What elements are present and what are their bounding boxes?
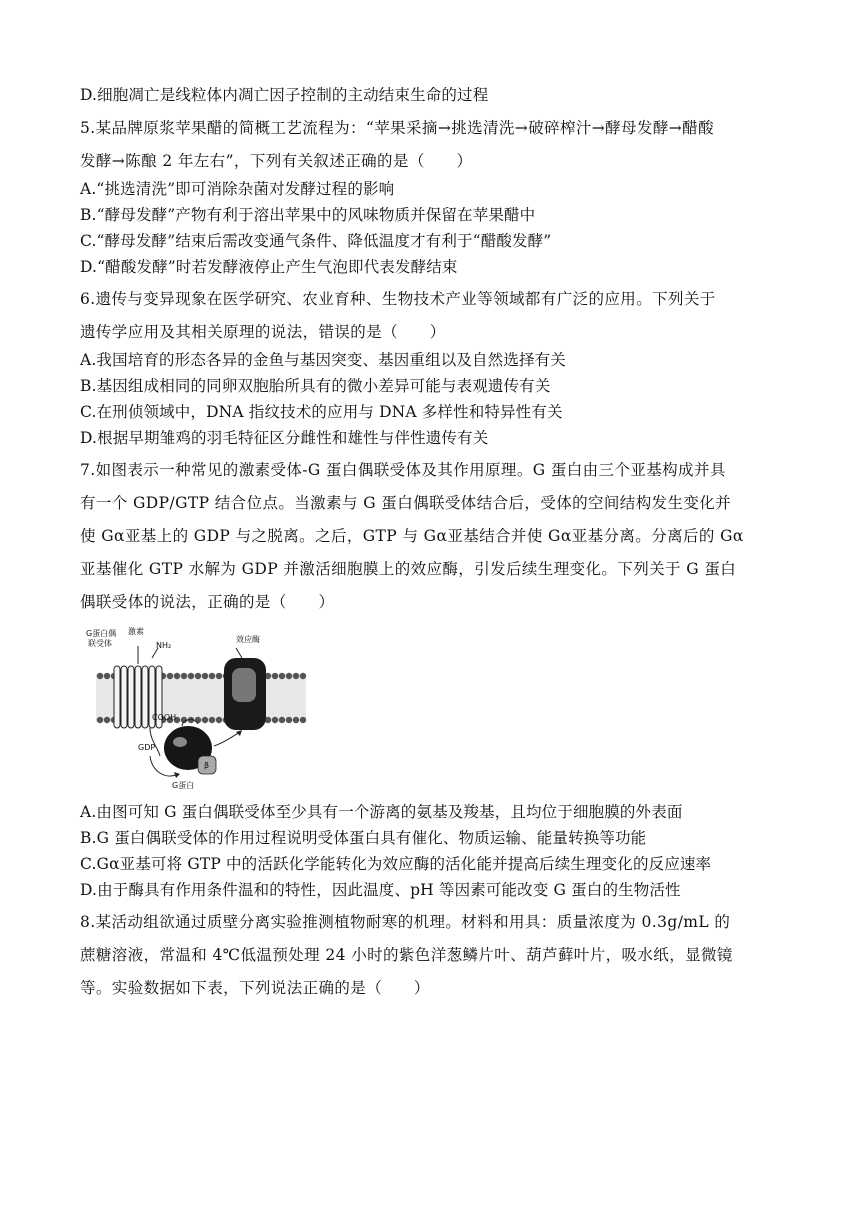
q7-stem-line1: 7.如图表示一种常见的激素受体-G 蛋白偶联受体及其作用原理。G 蛋白由三个亚基构成并具 (80, 461, 726, 479)
q8-stem-line3: 等。实验数据如下表，下列说法正确的是（ ） (80, 979, 430, 997)
q7-option-c: C.Gα亚基可将 GTP 中的活跃化学能转化为效应酶的活化能并提高后续生理变化的反应速率 (80, 855, 712, 873)
q4-option-d: D.细胞凋亡是线粒体内凋亡因子控制的主动结束生命的过程 (80, 86, 489, 104)
q5-option-c: C.“酵母发酵”结束后需改变通气条件、降低温度才有利于“醋酸发酵” (80, 232, 552, 250)
q7-option-b: B.G 蛋白偶联受体的作用过程说明受体蛋白具有催化、物质运输、能量转换等功能 (80, 829, 647, 847)
q7-stem-line5: 偶联受体的说法，正确的是（ ） (80, 593, 335, 611)
q6-stem-line1: 6.遗传与变异现象在医学研究、农业育种、生物技术产业等领域都有广泛的应用。下列关于 (80, 290, 716, 308)
q7-option-a: A.由图可知 G 蛋白偶联受体至少具有一个游离的氨基及羧基，且均位于细胞膜的外表面 (80, 803, 683, 821)
q7-option-d: D.由于酶具有作用条件温和的特性，因此温度、pH 等因素可能改变 G 蛋白的生物活性 (80, 881, 681, 899)
label-g-protein: G蛋白 (172, 781, 195, 790)
q8-stem-line2: 蔗糖溶液，常温和 4℃低温预处理 24 小时的紫色洋葱鳞片叶、葫芦藓叶片，吸水纸，显微镜 (80, 946, 733, 964)
label-beta: β (204, 761, 210, 770)
q7-stem-line4: 亚基催化 GTP 水解为 GDP 并激活细胞膜上的效应酶，引发后续生理变化。下列关于 G 蛋白 (80, 560, 737, 578)
q5-option-d: D.“醋酸发酵”时若发酵液停止产生气泡即代表发酵结束 (80, 258, 458, 276)
q5-option-b: B.“酵母发酵”产物有利于溶出苹果中的风味物质并保留在苹果醋中 (80, 206, 536, 224)
q6-stem-line2: 遗传学应用及其相关原理的说法，错误的是（ ） (80, 323, 446, 341)
q5-option-a: A.“挑选清洗”即可消除杂菌对发酵过程的影响 (80, 180, 395, 198)
label-nh2: NH₂ (156, 641, 172, 650)
g-protein-receptor-figure (86, 624, 316, 794)
q6-option-d: D.根据早期雏鸡的羽毛特征区分雌性和雄性与伴性遗传有关 (80, 429, 489, 447)
receptor-diagram (86, 624, 316, 794)
label-receptor-2: 联受体 (88, 639, 112, 648)
q5-stem-line2: 发酵→陈酿 2 年左右”，下列有关叙述正确的是（ ） (80, 152, 473, 170)
q6-option-a: A.我国培育的形态各异的金鱼与基因突变、基因重组以及自然选择有关 (80, 351, 566, 369)
q7-stem-line2: 有一个 GDP/GTP 结合位点。当激素与 G 蛋白偶联受体结合后，受体的空间结构发生变化并 (80, 494, 732, 512)
q6-option-c: C.在刑侦领域中，DNA 指纹技术的应用与 DNA 多样性和特异性有关 (80, 403, 563, 421)
label-cooh: COOH (152, 713, 177, 722)
q7-stem-line3: 使 Gα亚基上的 GDP 与之脱离。之后，GTP 与 Gα亚基结合并使 Gα亚基分离。分离后的 Gα (80, 527, 744, 545)
label-effector-enzyme: 效应酶 (236, 635, 260, 644)
label-gdp: GDP (138, 743, 156, 752)
q6-option-b: B.基因组成相同的同卵双胞胎所具有的微小差异可能与表观遗传有关 (80, 377, 551, 395)
q5-stem-line1: 5.某品牌原浆苹果醋的简概工艺流程为：“苹果采摘→挑选清洗→破碎榨汁→酵母发酵→醋酸 (80, 119, 714, 137)
q8-stem-line1: 8.某活动组欲通过质壁分离实验推测植物耐寒的机理。材料和用具：质量浓度为 0.3g/mL 的 (80, 913, 731, 931)
label-receptor-1: G蛋白偶 (86, 629, 117, 638)
label-hormone: 激素 (128, 627, 144, 636)
